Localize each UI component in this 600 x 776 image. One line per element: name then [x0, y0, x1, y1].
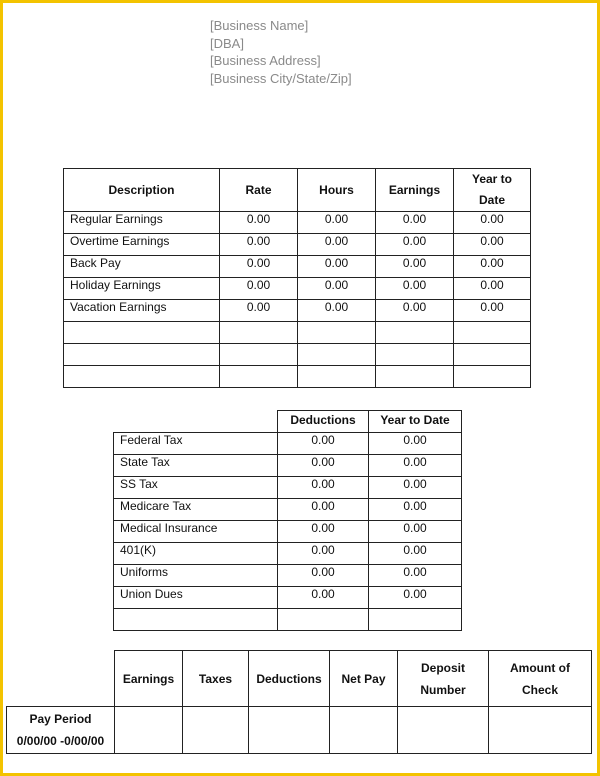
earnings-value-cell — [298, 344, 376, 366]
earnings-value-cell: 0.00 — [454, 234, 531, 256]
deductions-value-cell: 0.00 — [369, 499, 462, 521]
deductions-value-cell: 0.00 — [369, 477, 462, 499]
earnings-row — [64, 256, 531, 278]
earnings-value-cell: 0.00 — [454, 300, 531, 322]
earnings-label-cell — [64, 322, 220, 344]
summary-header-blank — [7, 651, 115, 707]
deductions-row — [114, 455, 462, 477]
earnings-value-cell: 0.00 — [298, 278, 376, 300]
deductions-value-cell: 0.00 — [369, 543, 462, 565]
pay-period-value: 0/00/00 -0/00/00 — [16, 734, 105, 748]
earnings-col-description: Description — [64, 169, 220, 212]
summary-amount-of-check-value — [489, 707, 592, 754]
summary-header-row — [7, 651, 592, 707]
deductions-label-cell: Union Dues — [114, 587, 278, 609]
summary-values-row — [7, 707, 592, 754]
deductions-col-ytd: Year to Date — [369, 411, 462, 433]
pay-period-cell — [7, 707, 115, 754]
deductions-value-cell: 0.00 — [278, 565, 369, 587]
earnings-value-cell: 0.00 — [298, 256, 376, 278]
earnings-value-cell — [454, 366, 531, 388]
deductions-label-cell: SS Tax — [114, 477, 278, 499]
deductions-col-deductions: Deductions — [278, 411, 369, 433]
deductions-value-cell: 0.00 — [278, 587, 369, 609]
summary-net-pay-value — [330, 707, 398, 754]
deductions-header-row — [114, 411, 462, 433]
deductions-value-cell: 0.00 — [278, 455, 369, 477]
earnings-value-cell — [454, 322, 531, 344]
pay-period-label: Pay Period — [29, 712, 92, 726]
deductions-value-cell: 0.00 — [369, 521, 462, 543]
summary-col-earnings: Earnings — [115, 651, 183, 707]
summary-col-deductions: Deductions — [249, 651, 330, 707]
deductions-value-cell: 0.00 — [369, 587, 462, 609]
pay-summary-table — [6, 650, 592, 754]
summary-col-deposit-number: Deposit Number — [398, 651, 489, 707]
earnings-value-cell: 0.00 — [454, 278, 531, 300]
pay-stub-page — [3, 3, 597, 773]
deductions-header-blank — [114, 411, 278, 433]
deductions-value-cell: 0.00 — [369, 565, 462, 587]
earnings-value-cell: 0.00 — [298, 300, 376, 322]
earnings-value-cell: 0.00 — [376, 278, 454, 300]
earnings-value-cell — [376, 366, 454, 388]
earnings-row — [64, 366, 531, 388]
earnings-value-cell: 0.00 — [454, 256, 531, 278]
deductions-value-cell: 0.00 — [278, 477, 369, 499]
business-city-state-zip: [Business City/State/Zip] — [210, 70, 352, 86]
deductions-label-cell — [114, 609, 278, 631]
deductions-value-cell: 0.00 — [278, 433, 369, 455]
deductions-row — [114, 521, 462, 543]
business-header — [210, 17, 352, 87]
earnings-value-cell — [454, 344, 531, 366]
earnings-value-cell — [220, 322, 298, 344]
deductions-row — [114, 477, 462, 499]
earnings-label-cell: Back Pay — [64, 256, 220, 278]
earnings-table — [63, 168, 531, 388]
deductions-row — [114, 543, 462, 565]
deductions-label-cell: Medicare Tax — [114, 499, 278, 521]
summary-earnings-value — [115, 707, 183, 754]
earnings-value-cell: 0.00 — [454, 212, 531, 234]
earnings-value-cell: 0.00 — [376, 212, 454, 234]
earnings-value-cell: 0.00 — [220, 234, 298, 256]
earnings-value-cell: 0.00 — [298, 234, 376, 256]
deductions-value-cell: 0.00 — [278, 543, 369, 565]
business-dba: [DBA] — [210, 35, 244, 51]
deductions-row — [114, 609, 462, 631]
earnings-value-cell — [376, 344, 454, 366]
earnings-value-cell — [376, 322, 454, 344]
earnings-value-cell — [298, 322, 376, 344]
deductions-row — [114, 587, 462, 609]
summary-deductions-value — [249, 707, 330, 754]
earnings-row — [64, 322, 531, 344]
earnings-label-cell — [64, 344, 220, 366]
deductions-value-cell: 0.00 — [369, 455, 462, 477]
earnings-value-cell — [298, 366, 376, 388]
earnings-row — [64, 300, 531, 322]
earnings-header-row — [64, 169, 531, 212]
summary-taxes-value — [183, 707, 249, 754]
earnings-label-cell: Overtime Earnings — [64, 234, 220, 256]
deductions-value-cell — [369, 609, 462, 631]
earnings-value-cell: 0.00 — [298, 212, 376, 234]
deductions-row — [114, 565, 462, 587]
summary-col-taxes: Taxes — [183, 651, 249, 707]
earnings-col-earnings: Earnings — [376, 169, 454, 212]
deductions-label-cell: Uniforms — [114, 565, 278, 587]
earnings-label-cell: Vacation Earnings — [64, 300, 220, 322]
earnings-value-cell — [220, 366, 298, 388]
business-address: [Business Address] — [210, 53, 321, 68]
deductions-row — [114, 499, 462, 521]
earnings-col-rate: Rate — [220, 169, 298, 212]
earnings-col-hours: Hours — [298, 169, 376, 212]
business-name: [Business Name] — [210, 18, 309, 33]
deductions-table — [113, 410, 462, 631]
earnings-value-cell: 0.00 — [376, 300, 454, 322]
earnings-row — [64, 234, 531, 256]
earnings-value-cell: 0.00 — [220, 212, 298, 234]
summary-col-amount-of-check: Amount of Check — [489, 651, 592, 707]
earnings-value-cell — [220, 344, 298, 366]
earnings-col-ytd: Year to Date — [454, 169, 531, 212]
earnings-value-cell: 0.00 — [220, 256, 298, 278]
earnings-label-cell — [64, 366, 220, 388]
earnings-value-cell: 0.00 — [376, 256, 454, 278]
deductions-label-cell: Medical Insurance — [114, 521, 278, 543]
deductions-label-cell: State Tax — [114, 455, 278, 477]
earnings-row — [64, 344, 531, 366]
deductions-value-cell — [278, 609, 369, 631]
deductions-label-cell: Federal Tax — [114, 433, 278, 455]
earnings-value-cell: 0.00 — [220, 278, 298, 300]
earnings-row — [64, 278, 531, 300]
earnings-label-cell: Holiday Earnings — [64, 278, 220, 300]
earnings-row — [64, 212, 531, 234]
earnings-label-cell: Regular Earnings — [64, 212, 220, 234]
summary-col-net-pay: Net Pay — [330, 651, 398, 707]
summary-deposit-number-value — [398, 707, 489, 754]
deductions-value-cell: 0.00 — [369, 433, 462, 455]
deductions-row — [114, 433, 462, 455]
deductions-value-cell: 0.00 — [278, 521, 369, 543]
deductions-label-cell: 401(K) — [114, 543, 278, 565]
earnings-value-cell: 0.00 — [220, 300, 298, 322]
deductions-value-cell: 0.00 — [278, 499, 369, 521]
earnings-value-cell: 0.00 — [376, 234, 454, 256]
